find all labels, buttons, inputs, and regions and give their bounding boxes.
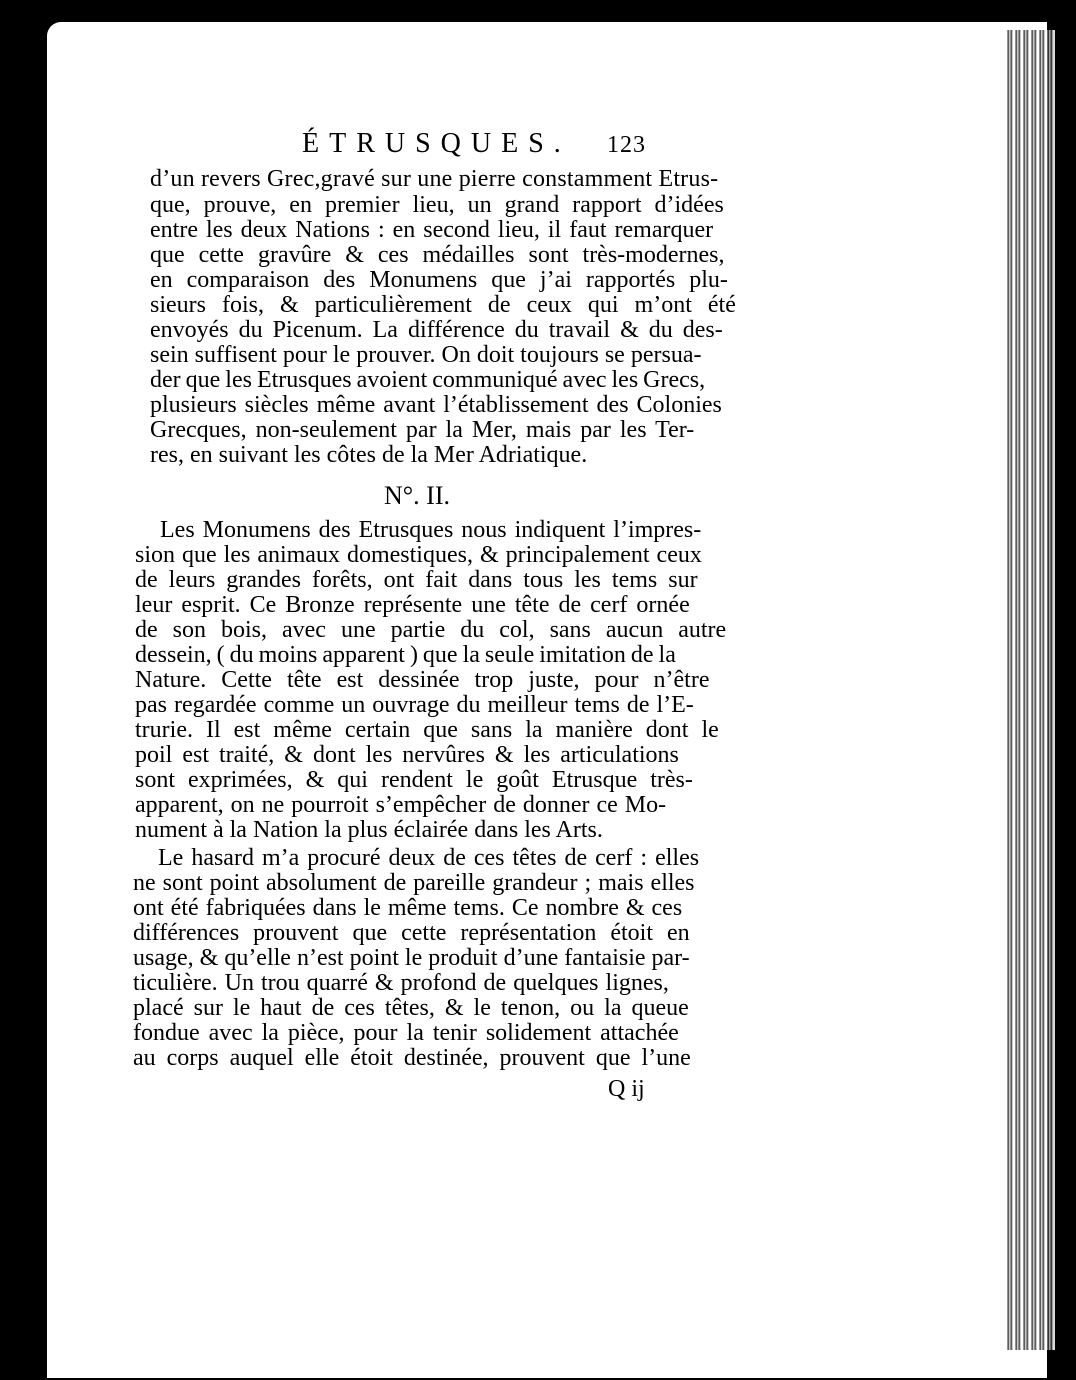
text-line: différences prouvent que cette représentation étoit en	[133, 920, 690, 946]
text-line: plusieurs siècles même avant l’établissement des Colonies	[150, 392, 722, 418]
page-number: 123	[607, 132, 646, 158]
text-line: de son bois, avec une partie du col, sans aucun autre	[135, 617, 727, 643]
text-line: poil est traité, & dont les nervûres & les articulations	[135, 742, 679, 768]
text-line: Grecques, non-seulement par la Mer, mais par les Ter-	[150, 417, 695, 443]
text-line: apparent, on ne pourroit s’empêcher de donner ce Mo-	[135, 792, 667, 818]
text-line: que cette gravûre & ces médailles sont très-modernes,	[150, 242, 725, 268]
text-line: ticulière. Un trou quarré & profond de quelques lignes,	[133, 970, 669, 996]
text-line: Le hasard m’a procuré deux de ces têtes de cerf : elles	[158, 845, 700, 871]
signature-mark: Q ij	[608, 1076, 645, 1102]
text-line: envoyés du Picenum. La différence du travail & du des-	[150, 317, 723, 343]
text-line: d’un revers Grec,gravé sur une pierre constamment Etrus-	[150, 166, 719, 192]
text-line: sieurs fois, & particulièrement de ceux qui m’ont été	[150, 292, 736, 318]
text-line: sein suffisent pour le prouver. On doit toujours se persua-	[150, 342, 702, 368]
text-line: de leurs grandes forêts, ont fait dans tous les tems sur	[135, 567, 698, 593]
text-line: Nature. Cette tête est dessinée trop juste, pour n’être	[135, 667, 710, 693]
text-line: res, en suivant les côtes de la Mer Adriatique.	[150, 442, 588, 468]
running-head: ÉTRUSQUES.	[302, 128, 571, 159]
text-line: ne sont point absolument de pareille grandeur ; mais elles	[133, 870, 695, 896]
text-line: pas regardée comme un ouvrage du meilleur tems de l’E-	[135, 692, 694, 718]
text-line: usage, & qu’elle n’est point le produit d’une fantaisie par-	[133, 945, 690, 971]
text-line: au corps auquel elle étoit destinée, prouvent que l’une	[133, 1045, 691, 1071]
text-line: ont été fabriquées dans le même tems. Ce nombre & ces	[133, 895, 683, 921]
text-line: der que les Etrusques avoient communiqué avec les Grecs,	[150, 367, 706, 393]
text-line: Les Monumens des Etrusques nous indiquent l’impres-	[160, 517, 702, 543]
text-line: sion que les animaux domestiques, & principalement ceux	[135, 542, 702, 568]
text-line: dessein, ( du moins apparent ) que la seule imitation de la	[135, 642, 676, 668]
text-line: trurie. Il est même certain que sans la manière dont le	[135, 717, 719, 743]
text-line: placé sur le haut de ces têtes, & le tenon, ou la queue	[133, 995, 689, 1021]
text-line: fondue avec la pièce, pour la tenir solidement attachée	[133, 1020, 679, 1046]
text-line: sont exprimées, & qui rendent le goût Etrusque très-	[135, 767, 693, 793]
text-line: leur esprit. Ce Bronze représente une tête de cerf ornée	[135, 592, 690, 618]
text-line: que, prouve, en premier lieu, un grand rapport d’idées	[150, 192, 724, 218]
text-line: entre les deux Nations : en second lieu, il faut remarquer	[150, 217, 714, 243]
section-heading: N°. II.	[384, 481, 450, 510]
text-line: en comparaison des Monumens que j’ai rapportés plu-	[150, 267, 728, 293]
text-line: nument à la Nation la plus éclairée dans les Arts.	[135, 817, 603, 843]
